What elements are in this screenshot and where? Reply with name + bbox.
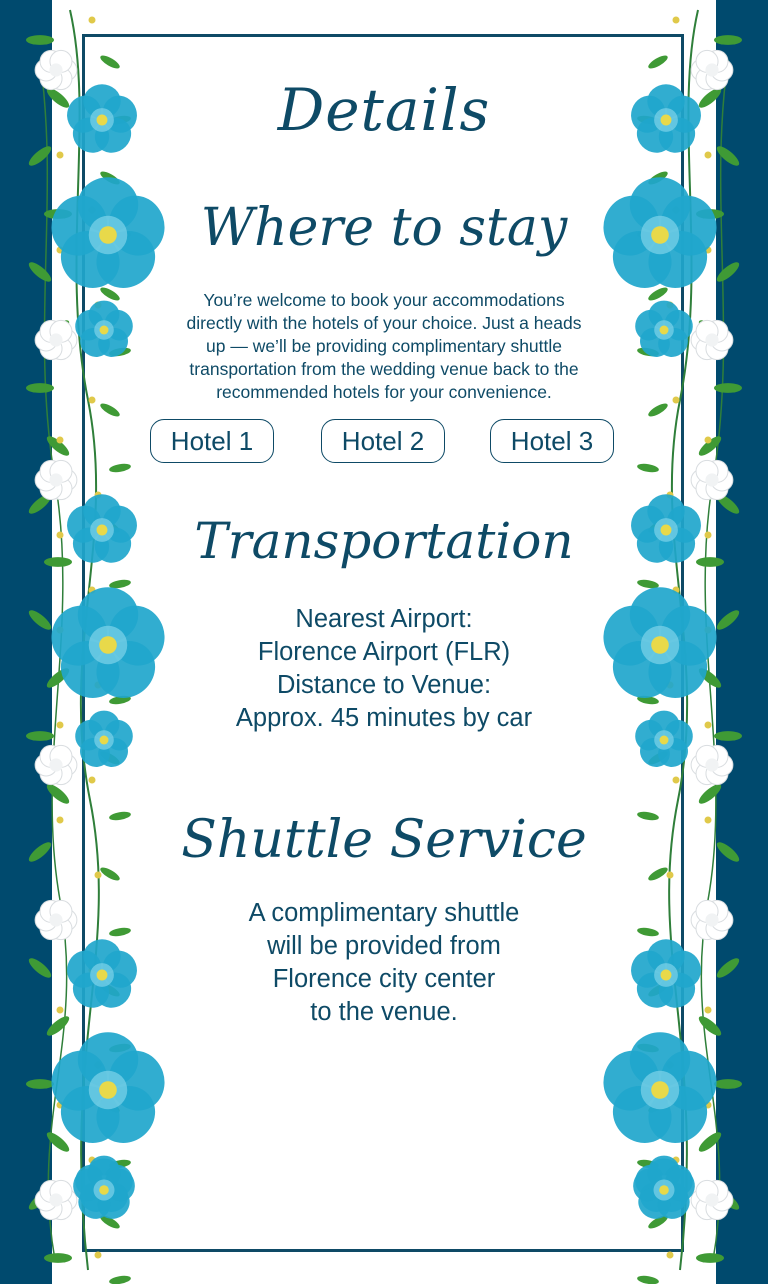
bud-icon: [673, 17, 680, 24]
leaf-icon: [26, 955, 54, 981]
shuttle-line: A complimentary shuttle: [248, 899, 520, 927]
shuttle-line: to the venue.: [310, 998, 458, 1026]
bud-icon: [667, 872, 674, 879]
bud-icon: [673, 777, 680, 784]
hotel-3-button[interactable]: Hotel 3: [490, 419, 614, 463]
leaf-icon: [44, 1013, 72, 1039]
bud-icon: [89, 777, 96, 784]
white-flower-icon: [35, 320, 77, 359]
leaf-icon: [696, 433, 724, 459]
leaf-icon: [99, 285, 122, 303]
leaf-icon: [99, 53, 122, 71]
white-flower-icon: [691, 50, 733, 89]
white-flower-icon: [691, 745, 733, 784]
leaf-icon: [647, 285, 670, 303]
leaf-icon: [99, 401, 122, 419]
hotel-buttons: [148, 419, 620, 465]
leaf-icon: [714, 731, 742, 741]
bud-icon: [57, 722, 64, 729]
shuttle-line: Florence city center: [272, 965, 496, 993]
where-to-stay-line: directly with the hotels of your choice. Just a heads: [186, 313, 582, 333]
where-to-stay-line: up — we’ll be providing complimentary shuttle: [206, 336, 562, 356]
bud-icon: [705, 817, 712, 824]
leaf-icon: [647, 865, 670, 883]
leaf-icon: [714, 259, 742, 285]
bud-icon: [89, 397, 96, 404]
bud-icon: [57, 532, 64, 539]
white-flower-icon: [35, 50, 77, 89]
leaf-icon: [714, 955, 742, 981]
leaf-icon: [26, 383, 54, 393]
where-to-stay-line: You’re welcome to book your accommodations: [203, 290, 565, 310]
hotel-1-button[interactable]: Hotel 1: [150, 419, 274, 463]
bud-icon: [705, 152, 712, 159]
bud-icon: [57, 817, 64, 824]
white-flower-icon: [35, 745, 77, 784]
leaf-icon: [26, 607, 54, 633]
leaf-icon: [647, 53, 670, 71]
transportation-text: [120, 603, 648, 735]
transportation-line: Distance to Venue:: [276, 671, 492, 699]
leaf-icon: [26, 1079, 54, 1089]
where-to-stay-text: [120, 289, 648, 404]
white-flower-icon: [691, 900, 733, 939]
bud-icon: [705, 437, 712, 444]
leaf-icon: [44, 1129, 72, 1155]
leaf-icon: [26, 35, 54, 45]
bud-icon: [667, 1252, 674, 1259]
white-flower-icon: [35, 900, 77, 939]
leaf-icon: [44, 433, 72, 459]
white-flower-icon: [35, 1180, 77, 1219]
bud-icon: [89, 17, 96, 24]
leaf-icon: [714, 383, 742, 393]
leaf-icon: [714, 143, 742, 169]
transportation-line: Nearest Airport:: [295, 605, 473, 633]
shuttle-line: will be provided from: [267, 932, 501, 960]
leaf-icon: [26, 839, 54, 865]
white-flower-icon: [691, 1180, 733, 1219]
bud-icon: [705, 1007, 712, 1014]
transportation-line: Approx. 45 minutes by car: [235, 704, 533, 732]
where-to-stay-line: transportation from the wedding venue back to the: [189, 359, 579, 379]
leaf-icon: [44, 781, 72, 807]
leaf-icon: [714, 1079, 742, 1089]
bud-icon: [57, 437, 64, 444]
leaf-icon: [714, 839, 742, 865]
leaf-icon: [44, 1253, 72, 1263]
leaf-icon: [99, 865, 122, 883]
bud-icon: [673, 397, 680, 404]
leaf-icon: [44, 557, 72, 567]
leaf-icon: [696, 1253, 724, 1263]
leaf-icon: [696, 781, 724, 807]
leaf-icon: [696, 1013, 724, 1039]
hotel-2-button[interactable]: Hotel 2: [321, 419, 445, 463]
transportation-heading: Transportation: [194, 512, 574, 570]
bud-icon: [57, 152, 64, 159]
bud-icon: [57, 1007, 64, 1014]
leaf-icon: [714, 607, 742, 633]
leaf-icon: [696, 557, 724, 567]
shuttle-service-text: [120, 897, 648, 1029]
leaf-icon: [647, 401, 670, 419]
white-flower-icon: [35, 460, 77, 499]
leaf-icon: [26, 259, 54, 285]
white-flower-icon: [691, 320, 733, 359]
where-to-stay-line: recommended hotels for your convenience.: [216, 382, 552, 402]
white-flower-icon: [691, 460, 733, 499]
leaf-icon: [714, 35, 742, 45]
bud-icon: [705, 532, 712, 539]
page-title: Details: [277, 76, 491, 144]
bud-icon: [705, 722, 712, 729]
where-to-stay-heading: Where to stay: [200, 198, 568, 258]
bud-icon: [95, 1252, 102, 1259]
invitation-details: [120, 0, 648, 1284]
shuttle-service-heading: Shuttle Service: [181, 810, 587, 870]
bud-icon: [95, 872, 102, 879]
leaf-icon: [26, 143, 54, 169]
leaf-icon: [696, 1129, 724, 1155]
leaf-icon: [26, 731, 54, 741]
transportation-line: Florence Airport (FLR): [257, 638, 511, 666]
